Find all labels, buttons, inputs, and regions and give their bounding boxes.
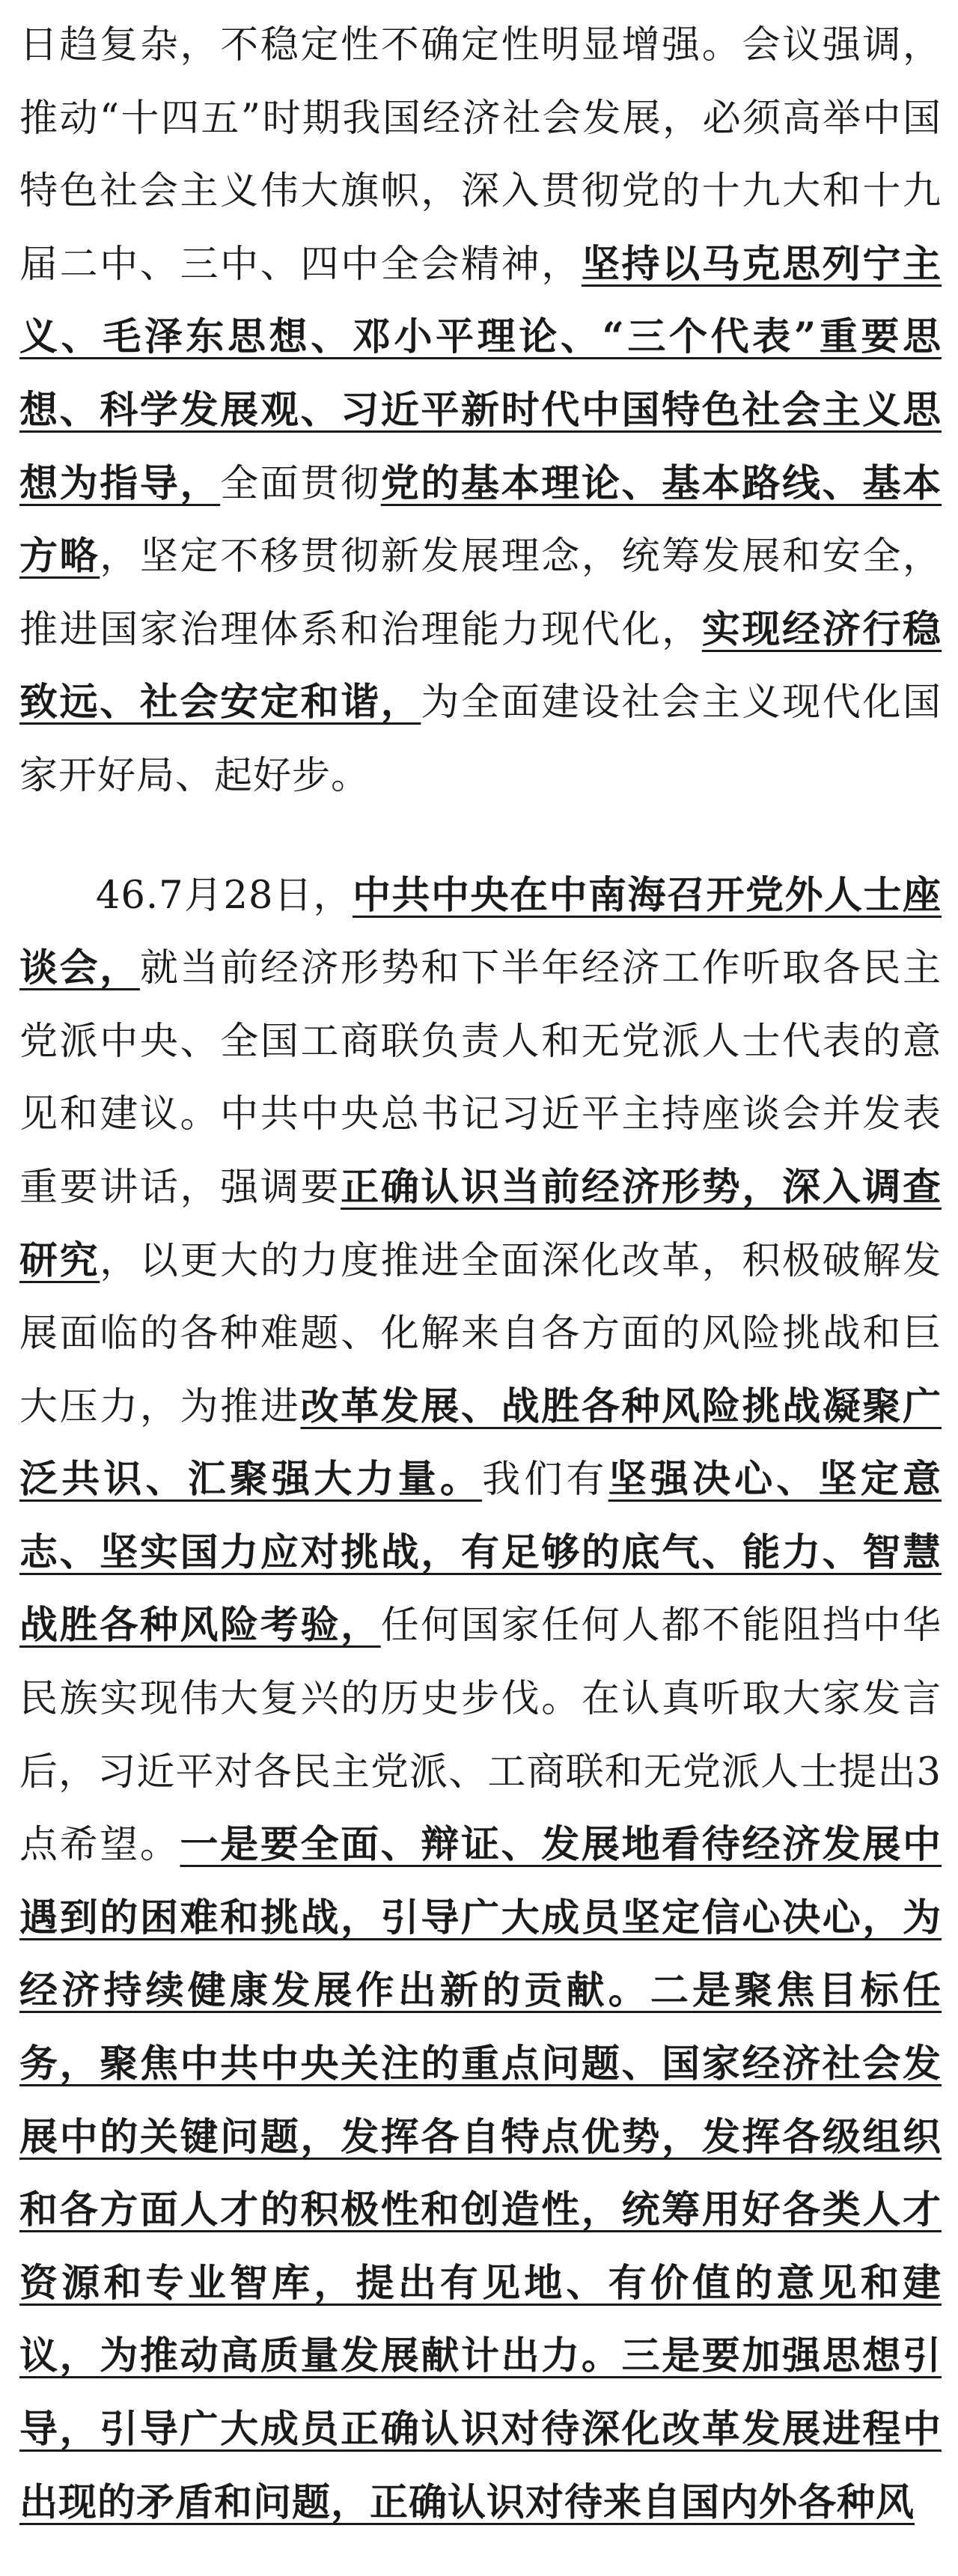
paragraph-2-run: 就当前经济形势和下半年经济工作听取各民主党派中央、全国工商联负责人和无党派人士代表的意见和建议。中共中央总书记习近平主持座谈会并发表重要讲话，强调要 <box>19 946 942 1210</box>
paragraph-2-run: 我们有 <box>482 1458 608 1502</box>
paragraph-2-emphasis: 坚强决心、坚定意志、坚实国力应对挑战，有足够的底气、能力、智慧战胜各种风险考验， <box>19 1457 942 1648</box>
paragraph-2-emphasis: 一是要全面、辩证、发展地看待经济发展中遇到的困难和挑战，引导广大成员坚定信心决心，为经济持续健康发展作出新的贡献。二是聚焦目标任务，聚焦中共中央关注的重点问题、国家经济社会发展中的关键问题，发挥各自特点优势，发挥各级组织和各方面人才的积极性和创造性，统筹用好各类人才资源和专业智库，提出有见地、有价值的意见和建议，为推动高质量发展献计出力。三是要加强思想引导，引导广大成员正确认识对待深化改革发展进程中出现的矛盾和问题，正确认识对待来自国内外各种风 <box>19 1822 942 2525</box>
paragraph-1-emphasis: 实现经济行稳致远、社会安定和谐， <box>19 606 942 725</box>
paragraph-spacer <box>19 813 942 859</box>
paragraph-2-emphasis: 改革发展、战胜各种风险挑战凝聚广泛共识、汇聚强大力量。 <box>19 1383 942 1502</box>
paragraph-2 <box>19 859 942 2540</box>
paragraph-2-run: ，以更大的力度推进全面深化改革，积极破解发展面临的各种难题、化解来自各方面的风险挑战和巨大压力，为推进 <box>19 1238 942 1429</box>
paragraph-1-run: 为全面建设社会主义现代化国家开好局、起好步。 <box>19 680 942 798</box>
paragraph-2-run: 46.7月28日， <box>96 873 353 918</box>
paragraph-1-run: 日趋复杂，不稳定性不确定性明显增强。会议强调，推动“十四五”时期我国经济社会发展，必须高举中国特色社会主义伟大旗帜，深入贯彻党的十九大和十九届二中、三中、四中全会精神， <box>19 23 942 287</box>
paragraph-1 <box>19 9 942 813</box>
paragraph-2-emphasis: 正确认识当前经济形势，深入调查研究 <box>19 1164 942 1283</box>
paragraph-1-emphasis: 党的基本理论、基本路线、基本方略 <box>19 460 942 579</box>
paragraph-1-run: 全面贯彻 <box>220 461 381 506</box>
paragraph-1-emphasis: 坚持以马克思列宁主义、毛泽东思想、邓小平理论、“三个代表”重要思想、科学发展观、习近平新时代中国特色社会主义思想为指导， <box>19 241 942 506</box>
paragraph-2-run: 任何国家任何人都不能阻挡中华民族实现伟大复兴的历史步伐。在认真听取大家发言后，习近平对各民主党派、工商联和无党派人士提出3点希望。 <box>19 1604 942 1868</box>
paragraph-1-run: ，坚定不移贯彻新发展理念，统筹发展和安全，推进国家治理体系和治理能力现代化， <box>19 535 942 652</box>
paragraph-2-emphasis: 中共中央在中南海召开党外人士座谈会， <box>19 872 942 991</box>
